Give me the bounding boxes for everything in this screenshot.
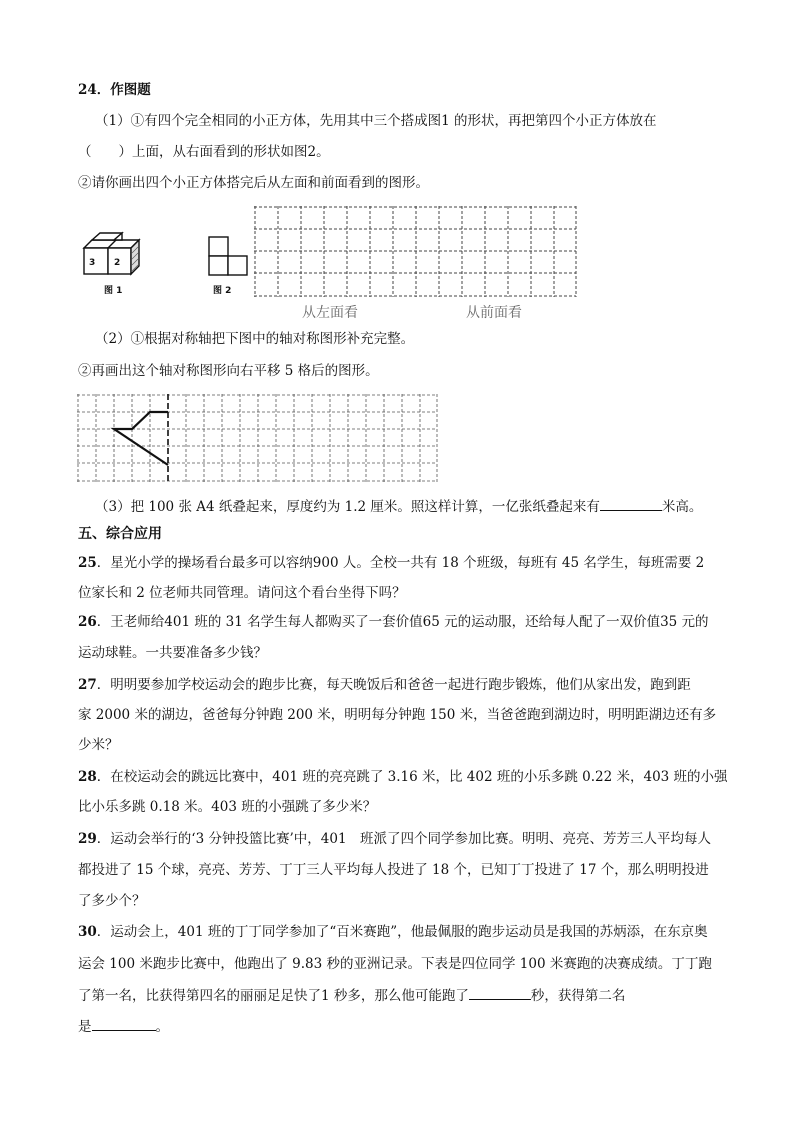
- caption-left-view: 从左面看: [302, 305, 358, 321]
- q29-line3: 了多少个？: [78, 893, 146, 909]
- q24-p1-line3: ②请你画出四个小正方体搭完后从左面和前面看到的图形。: [78, 175, 429, 191]
- answer-blank-second-place[interactable]: [92, 1016, 156, 1031]
- q27-line2: 家 2000 米的湖边，爸爸每分钟跑 200 米，明明每分钟跑 150 米，当爸爸跑到湖边时，明明距湖边还有多: [78, 707, 717, 723]
- q26-line2: 运动球鞋。一共要准备多少钱？: [78, 645, 267, 661]
- q27-text1: ．明明要参加学校运动会的跑步比赛，每天晚饭后和爸爸一起进行跑步锻炼，他们从家出发，跑到距: [96, 677, 691, 693]
- q24-p3: [95, 496, 702, 517]
- q28-number: 28: [78, 769, 97, 785]
- q27-number: 27: [78, 677, 97, 693]
- answer-blank-height[interactable]: [600, 496, 662, 511]
- q30-text4: 是: [78, 1019, 92, 1035]
- q28-text1: ．在校运动会的跳远比赛中，401 班的亮亮跳了 3.16 米，比 402 班的小乐多跳 0.22 米，403 班的小强: [96, 769, 728, 785]
- q29-text1: ．运动会举行的‘3 分钟投篮比赛’中，401 班派了四个同学参加比赛。明明、亮亮、芳芳三人平均每人: [96, 831, 712, 847]
- q24-p1-line2: （ ）上面，从右面看到的形状如图2。: [78, 144, 330, 160]
- q29-line2: 都投进了 15 个球，亮亮、芳芳、丁丁三人平均每人投进了 18 个，已知丁丁投进了 17 个，那么明明投进: [78, 862, 709, 878]
- answer-blank-time[interactable]: [469, 985, 531, 1000]
- q24-p2-line1: （2）①根据对称轴把下图中的轴对称图形补充完整。: [95, 331, 415, 347]
- drawing-grid-views: [254, 206, 578, 298]
- q24-p2-line2: ②再画出这个轴对称图形向右平移 5 格后的图形。: [78, 363, 379, 379]
- q25-line1: [78, 553, 704, 573]
- q29-line1: [78, 829, 711, 849]
- q26-number: 26: [78, 614, 97, 630]
- q24-title-text: ．作图题: [96, 82, 151, 98]
- q30-line3: [78, 985, 625, 1006]
- figure-1-label-left: 3: [89, 258, 96, 268]
- q24-title: [78, 80, 151, 100]
- q30-text3a: 了第一名，比获得第四名的丽丽足足快了1 秒多，那么他可能跑了: [78, 988, 469, 1004]
- q30-text3b: 秒，获得第二名: [530, 988, 626, 1004]
- q26-line1: [78, 612, 709, 632]
- q26-text1: ．王老师给401 班的 31 名学生每人都购买了一套价值65 元的运动服，还给每人配了一双价值35 元的: [96, 614, 709, 630]
- q24-p3-unit: 米高。: [661, 499, 703, 515]
- q24-p3-text: （3）把 100 张 A4 纸叠起来，厚度约为 1.2 厘米。照这样计算，一亿张纸叠起来有: [95, 499, 600, 515]
- caption-front-view: 从前面看: [466, 305, 522, 321]
- symmetry-grid: [77, 394, 439, 484]
- q27-line1: [78, 675, 691, 695]
- figure-1-cubes: [76, 225, 156, 280]
- q29-number: 29: [78, 831, 97, 847]
- figure-2-caption: 图 2: [213, 286, 232, 296]
- q30-line4: [78, 1016, 169, 1037]
- figure-1-label-right: 2: [114, 258, 121, 268]
- q30-text4-end: 。: [155, 1019, 169, 1035]
- q25-text1: ．星光小学的操场看台最多可以容纳900 人。全校一共有 18 个班级，每班有 45 名学生，每班需要 2: [96, 555, 705, 571]
- figure-2-right-view: [205, 234, 255, 284]
- q30-text1: ．运动会上，401 班的丁丁同学参加了“百米赛跑”，他最佩服的跑步运动员是我国的苏炳添，在东京奥: [96, 924, 708, 940]
- q30-number: 30: [78, 924, 97, 940]
- q28-line1: [78, 767, 728, 787]
- section-5-title: 五、综合应用: [78, 526, 162, 542]
- q27-line3: 少米？: [78, 737, 119, 753]
- q24-p1-line1: （1）①有四个完全相同的小正方体，先用其中三个搭成图1 的形状，再把第四个小正方体放在: [95, 113, 657, 129]
- q25-number: 25: [78, 555, 97, 571]
- figure-1-caption: 图 1: [104, 286, 123, 296]
- q28-line2: 比小乐多跳 0.18 米。403 班的小强跳了多少米？: [78, 799, 377, 815]
- q30-line1: [78, 922, 708, 942]
- q30-line2: 运会 100 米跑步比赛中，他跑出了 9.83 秒的亚洲记录。下表是四位同学 100 米赛跑的决赛成绩。丁丁跑: [78, 956, 712, 972]
- q25-line2: 位家长和 2 位老师共同管理。请问这个看台坐得下吗？: [78, 585, 406, 601]
- q24-number: 24: [78, 82, 97, 98]
